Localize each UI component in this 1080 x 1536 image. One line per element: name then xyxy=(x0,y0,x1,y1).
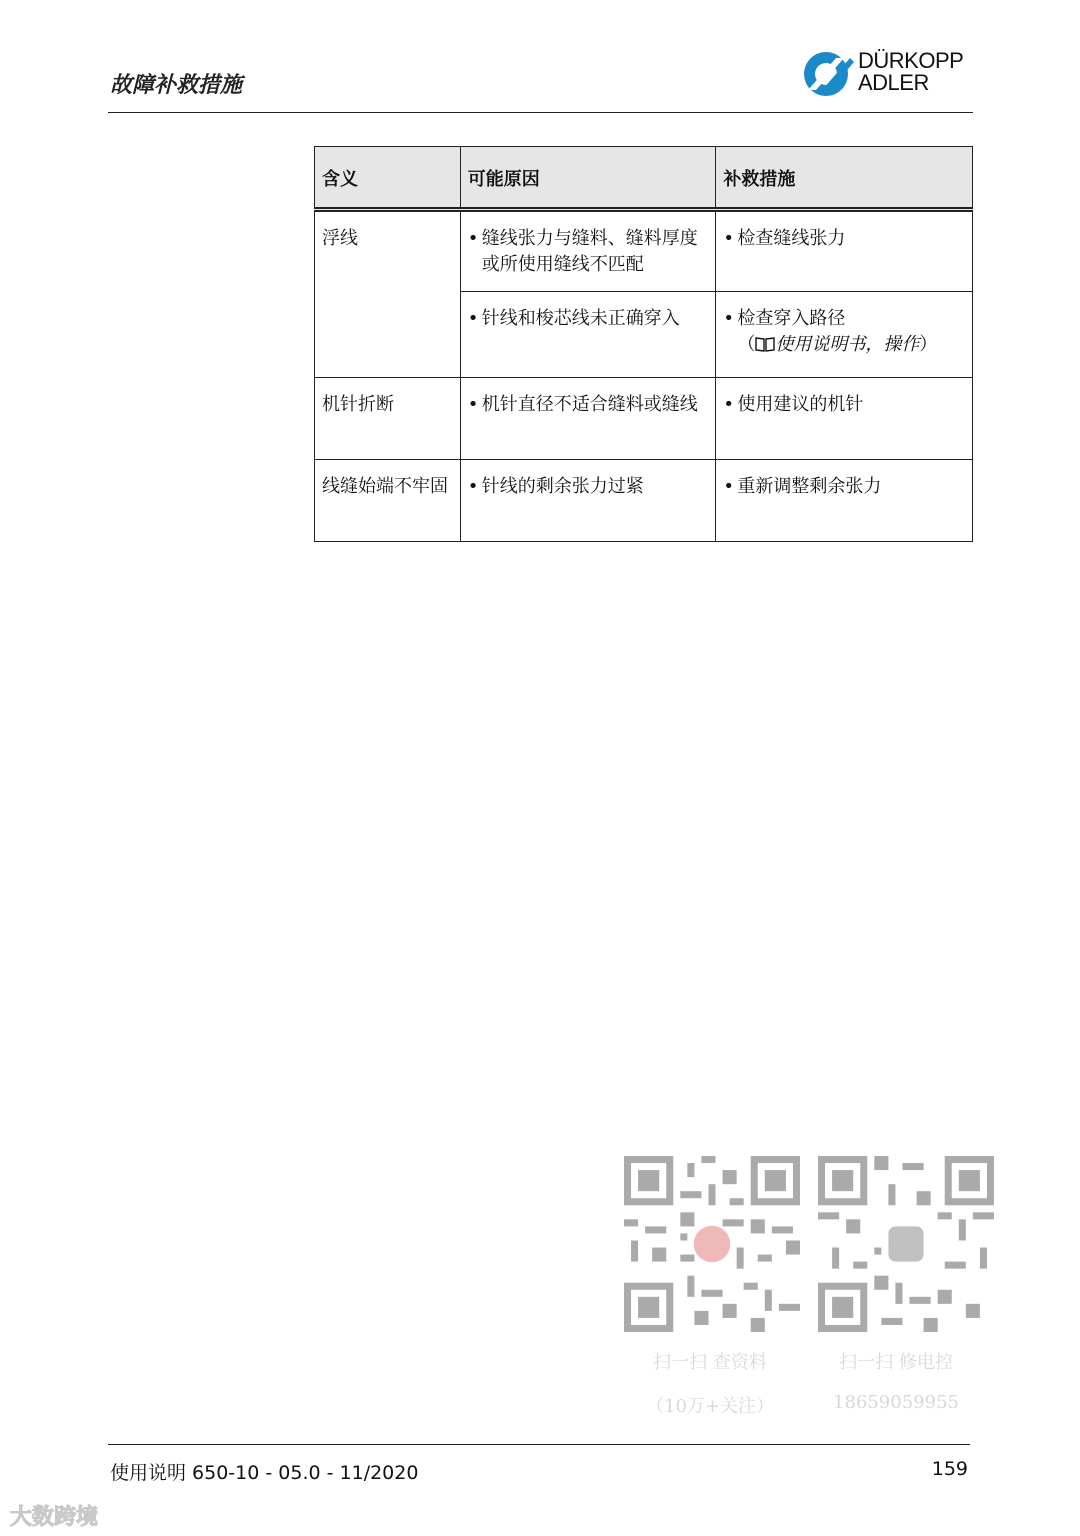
table-row xyxy=(315,378,973,460)
remedy-cell xyxy=(716,210,973,292)
bullet-dot: • xyxy=(467,308,479,329)
cause-text: 针线和梭芯线未正确穿入 xyxy=(481,308,680,329)
qr-code-area xyxy=(620,1152,1000,1442)
remedy-text: 使用建议的机针 xyxy=(737,394,864,415)
meaning-cell: 机针折断 xyxy=(315,378,461,460)
bullet-dot: • xyxy=(723,476,734,497)
remedy-text: 检查穿入路径 xyxy=(737,308,846,329)
cause-text: 缝线张力与缝料、缝料厚度或所使用缝线不匹配 xyxy=(481,228,698,275)
cause-text: 针线的剩余张力过紧 xyxy=(481,476,644,497)
bullet-dot: • xyxy=(723,394,734,415)
qr-code-right xyxy=(818,1156,994,1332)
footer-document-id: 使用说明 650-10 - 05.0 - 11/2020 xyxy=(110,1462,419,1484)
remedy-cell xyxy=(716,292,973,378)
paren-close: ） xyxy=(919,334,938,355)
table-header-row xyxy=(315,147,973,210)
remedy-text: 检查缝线张力 xyxy=(737,228,846,249)
footer-divider xyxy=(108,1444,970,1445)
qr-left-caption-1: 扫一扫 查资料 xyxy=(653,1352,767,1373)
meaning-cell: 浮线 xyxy=(315,210,461,378)
remedy-cell xyxy=(716,460,973,542)
cause-cell xyxy=(460,210,716,292)
table-row xyxy=(315,210,973,292)
column-header-cause: 可能原因 xyxy=(460,147,716,210)
page-section-title: 故障补救措施 xyxy=(110,73,243,98)
column-header-meaning: 含义 xyxy=(315,147,461,210)
header-divider xyxy=(108,112,973,113)
bullet-dot: • xyxy=(723,308,734,329)
cause-text: 机针直径不适合缝料或缝线 xyxy=(481,394,698,415)
paren-open: （ xyxy=(737,334,756,355)
manual-reference: 使用说明书，操作 xyxy=(775,334,920,355)
page-number: 159 xyxy=(931,1458,968,1480)
logo-text xyxy=(858,50,963,94)
qr-right-caption-1: 扫一扫 修电控 xyxy=(839,1352,953,1373)
bullet-dot: • xyxy=(467,476,479,497)
remedy-cell xyxy=(716,378,973,460)
logo-line-2: ADLER xyxy=(858,70,929,95)
bullet-dot: • xyxy=(723,228,734,249)
logo-line-1: DÜRKOPP xyxy=(858,48,964,73)
qr-code-left xyxy=(624,1156,800,1332)
cause-cell xyxy=(460,292,716,378)
column-header-remedy: 补救措施 xyxy=(716,147,973,210)
bullet-dot: • xyxy=(467,394,479,415)
watermark: 大数跨境 xyxy=(10,1505,99,1530)
qr-left-caption-2: （10万+关注） xyxy=(646,1396,774,1417)
cause-cell xyxy=(460,460,716,542)
fault-remedy-table xyxy=(314,146,973,542)
book-icon xyxy=(755,336,775,352)
bullet-dot: • xyxy=(467,228,479,249)
meaning-cell: 线缝始端不牢固 xyxy=(315,460,461,542)
table-row xyxy=(315,460,973,542)
remedy-text: 重新调整剩余张力 xyxy=(737,476,882,497)
cause-cell xyxy=(460,378,716,460)
qr-right-caption-2: 18659059955 xyxy=(833,1392,959,1413)
